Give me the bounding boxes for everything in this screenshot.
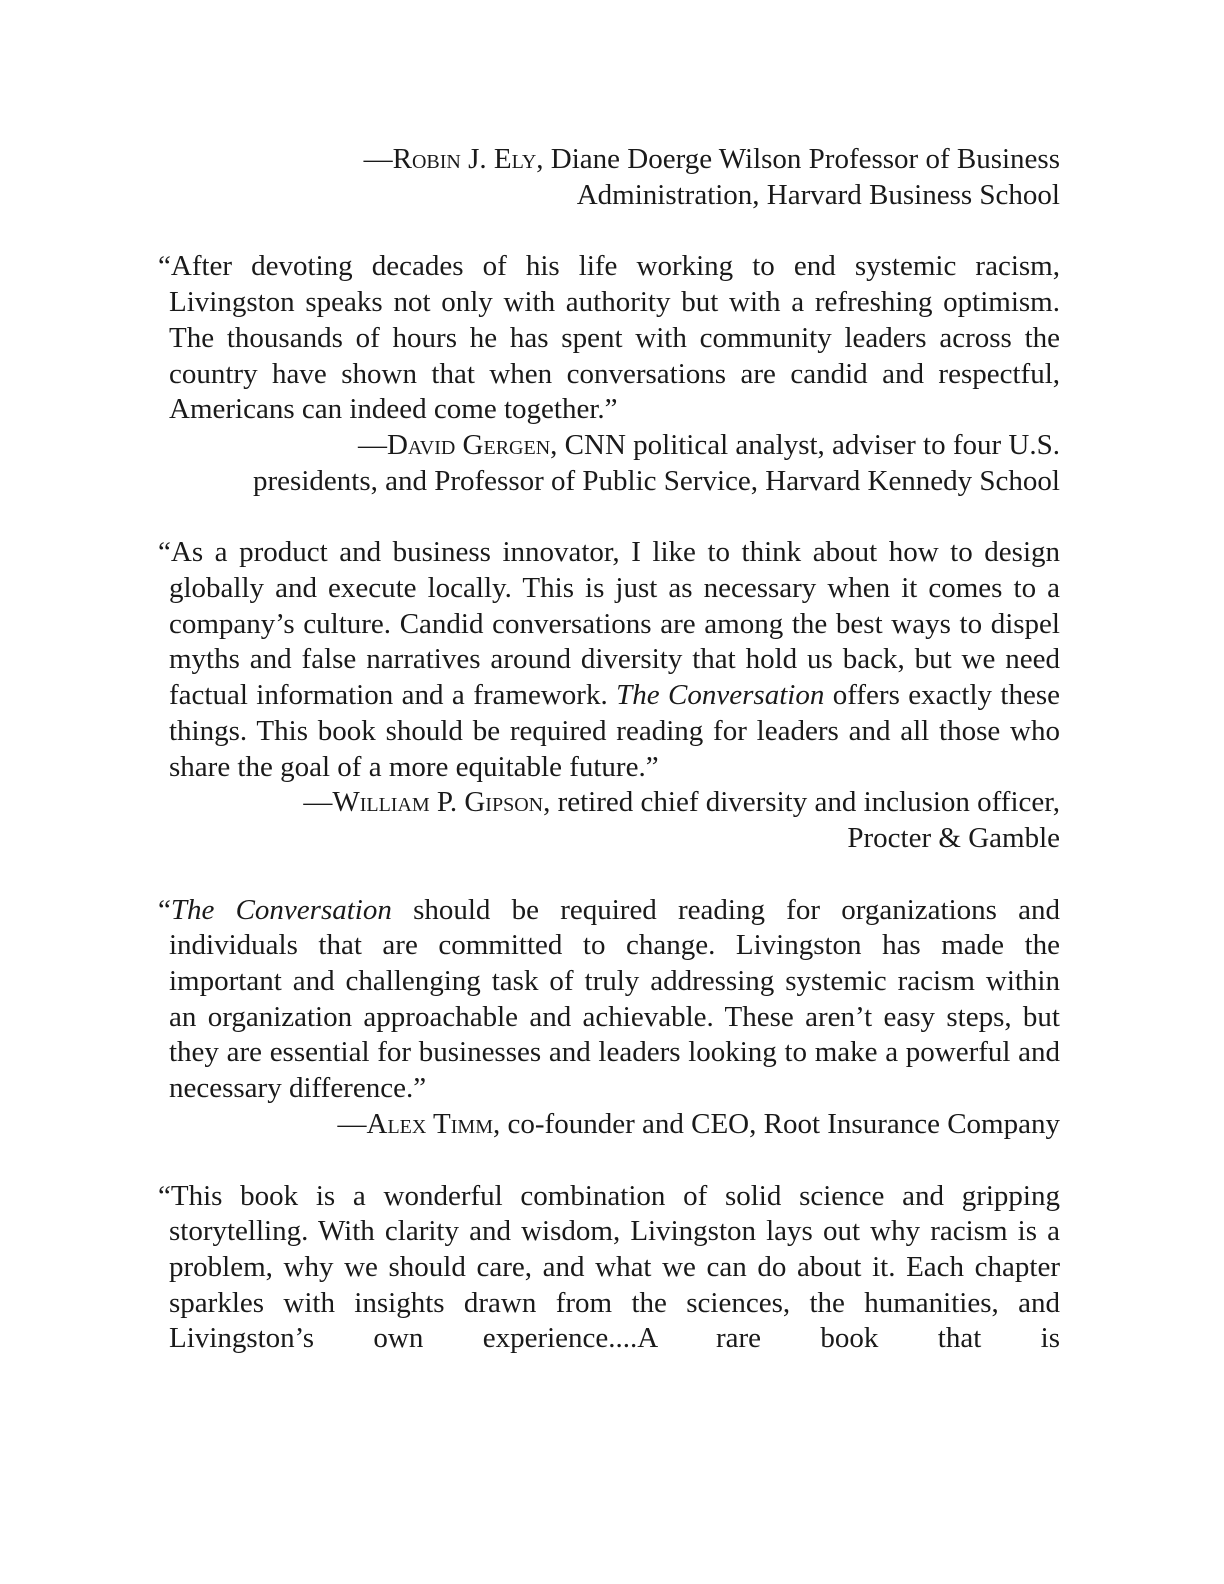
book-title: The Conversation: [616, 679, 825, 712]
endorsement-continued: [158, 1179, 1060, 1358]
endorser-name: Alex Timm: [366, 1107, 494, 1140]
endorsement-ely: [158, 142, 1060, 213]
endorsement-gergen: [158, 249, 1060, 499]
attribution: —William P. Gipson, retired chief diversity and inclusion officer, Procter & Gamble: [303, 786, 1060, 854]
endorser-name: Robin J. Ely: [392, 143, 537, 175]
endorser-name: David Gergen: [386, 428, 551, 461]
endorsement-timm: [158, 893, 1060, 1143]
endorsement-quote: “As a product and business innovator, I like to think about how to design globally and execute locally. This is just as necessary when it comes to a company’s culture. Candid conversations are among the best ways to dispel myths and false narratives around diversity that hold us back, but we need factual information and a framework. The Conversation offers exactly these things. This book should be required reading for leaders and all those who share the goal of a more equitable future.”: [158, 536, 1061, 783]
endorsements-page: [158, 142, 1060, 1357]
endorsement-gipson: [158, 535, 1060, 856]
endorsement-quote: “The Conversation should be required reading for organizations and individuals that are committed to change. Livingston has made the important and challenging task of truly addressing systemic racism within an organization approachable and achievable. These aren’t easy steps, but they are essential for businesses and leaders looking to make a powerful and necessary difference.”: [158, 893, 1060, 1105]
endorsement-quote: “After devoting decades of his life working to end systemic racism, Livingston speaks not only with authority but with a refreshing optimism. The thousands of hours he has spent with community leaders across the country have shown that when conversations are candid and respectful, Americans can indeed come together.”: [158, 250, 1060, 426]
endorsement-quote: “This book is a wonderful combination of solid science and gripping storytelling. With clarity and wisdom, Livingston lays out why racism is a problem, why we should care, and what we can do about it. Each chapter sparkles with insights drawn from the sciences, the humanities, and Livingston’s own experience....A rare book that is: [158, 1179, 1060, 1355]
endorser-name: William P. Gipson: [332, 786, 544, 819]
attribution: —David Gergen, CNN political analyst, adviser to four U.S. presidents, and Professor of Public Service, Harvard Kennedy School: [253, 428, 1060, 497]
book-title: The Conversation: [170, 893, 392, 926]
attribution: —Robin J. Ely, Diane Doerge Wilson Professor of Business Administration, Harvard Business School: [363, 143, 1060, 211]
attribution: —Alex Timm, co-founder and CEO, Root Insurance Company: [337, 1107, 1060, 1140]
